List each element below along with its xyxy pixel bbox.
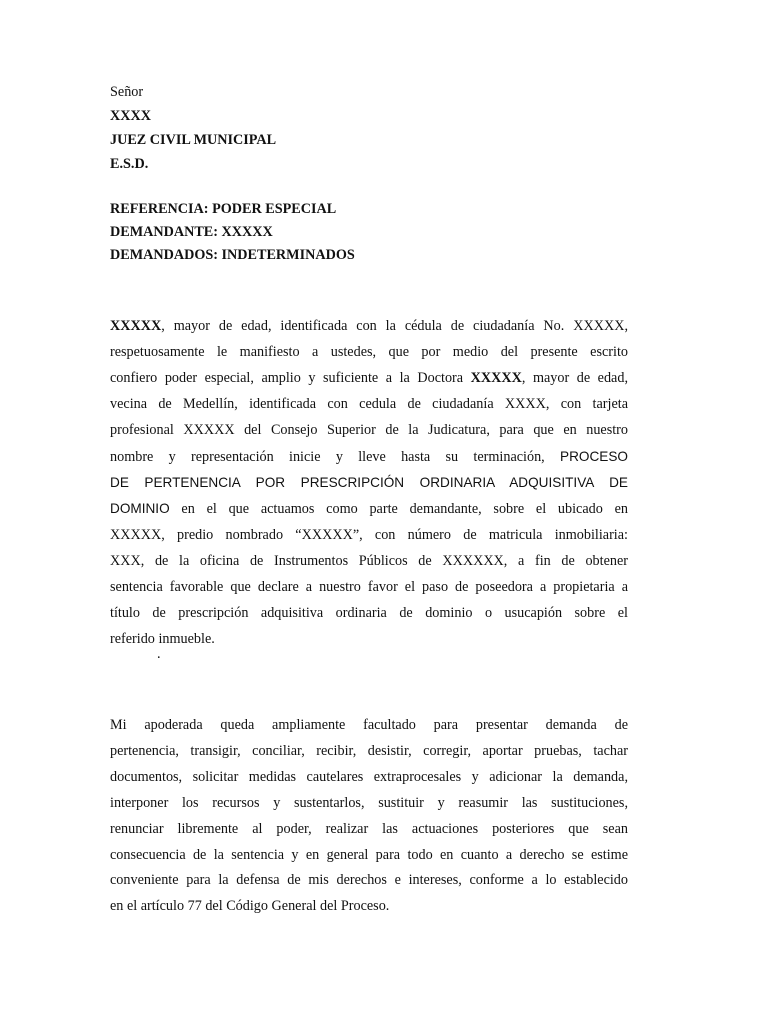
paragraph-line: documentos, solicitar medidas cautelares extraprocesales y adicionar la demanda, bbox=[110, 768, 628, 785]
defendants-line: DEMANDADOS: INDETERMINADOS bbox=[110, 247, 355, 263]
paragraph-line: referido inmueble. bbox=[110, 630, 215, 647]
paragraph-line: vecina de Medellín, identificada con cedula de ciudadanía XXXX, con tarjeta bbox=[110, 395, 628, 412]
salutation: Señor bbox=[110, 84, 144, 100]
paragraph-line: nombre y representación inicie y lleve hasta su terminación, PROCESO bbox=[110, 448, 628, 465]
paragraph-line: DOMINIO en el que actuamos como parte demandante, sobre el ubicado en bbox=[110, 501, 628, 518]
judge-name: XXXX bbox=[110, 108, 151, 124]
paragraph-line: renunciar libremente al poder, realizar las actuaciones posteriores que sean bbox=[110, 820, 628, 837]
paragraph-line: DE PERTENENCIA POR PRESCRIPCIÓN ORDINARIA ADQUISITIVA DE bbox=[110, 475, 628, 491]
attorney-name: XXXXX bbox=[470, 369, 522, 386]
court-name: JUEZ CIVIL MUNICIPAL bbox=[110, 132, 277, 148]
paragraph-line: XXX, de la oficina de Instrumentos Públicos de XXXXXX, a fin de obtener bbox=[110, 553, 628, 570]
paragraph-line: interponer los recursos y sustentarlos, sustituir y reasumir las sustituciones, bbox=[110, 794, 628, 811]
paragraph-line: en el artículo 77 del Código General del Proceso. bbox=[110, 898, 390, 915]
esd-line: E.S.D. bbox=[110, 156, 149, 172]
paragraph-line: sentencia favorable que declare a nuestro favor el paso de poseedora a propietaria a bbox=[110, 579, 628, 596]
body-paragraph-1 bbox=[110, 314, 628, 653]
paragraph-line: respetuosamente le manifiesto a ustedes, que por medio del presente escrito bbox=[110, 343, 628, 360]
separator-dot: . bbox=[157, 646, 161, 662]
body-paragraph-2 bbox=[110, 713, 628, 920]
paragraph-line: consecuencia de la sentencia y en general para todo en cuanto a derecho se estime bbox=[110, 846, 628, 863]
reference-line: REFERENCIA: PODER ESPECIAL bbox=[110, 201, 337, 217]
paragraph-line: título de prescripción adquisitiva ordinaria de dominio o usucapión sobre el bbox=[110, 604, 628, 621]
grantor-name: XXXXX bbox=[110, 318, 162, 334]
paragraph-line: XXXXX, mayor de edad, identificada con la cédula de ciudadanía No. XXXXX, bbox=[110, 318, 628, 334]
paragraph-line: conveniente para la defensa de mis derechos e intereses, conforme a lo establecido bbox=[110, 872, 628, 889]
paragraph-line: confiero poder especial, amplio y suficiente a la Doctora XXXXX, mayor de edad, bbox=[110, 369, 628, 386]
paragraph-line: pertenencia, transigir, conciliar, recibir, desistir, corregir, aportar pruebas, tachar bbox=[110, 742, 628, 759]
plaintiff-line: DEMANDANTE: XXXXX bbox=[110, 224, 273, 240]
paragraph-line: Mi apoderada queda ampliamente facultado para presentar demanda de bbox=[110, 717, 628, 733]
paragraph-line: XXXXX, predio nombrado “XXXXX”, con número de matricula inmobiliaria: bbox=[110, 527, 628, 544]
paragraph-line: profesional XXXXX del Consejo Superior de la Judicatura, para que en nuestro bbox=[110, 421, 628, 438]
